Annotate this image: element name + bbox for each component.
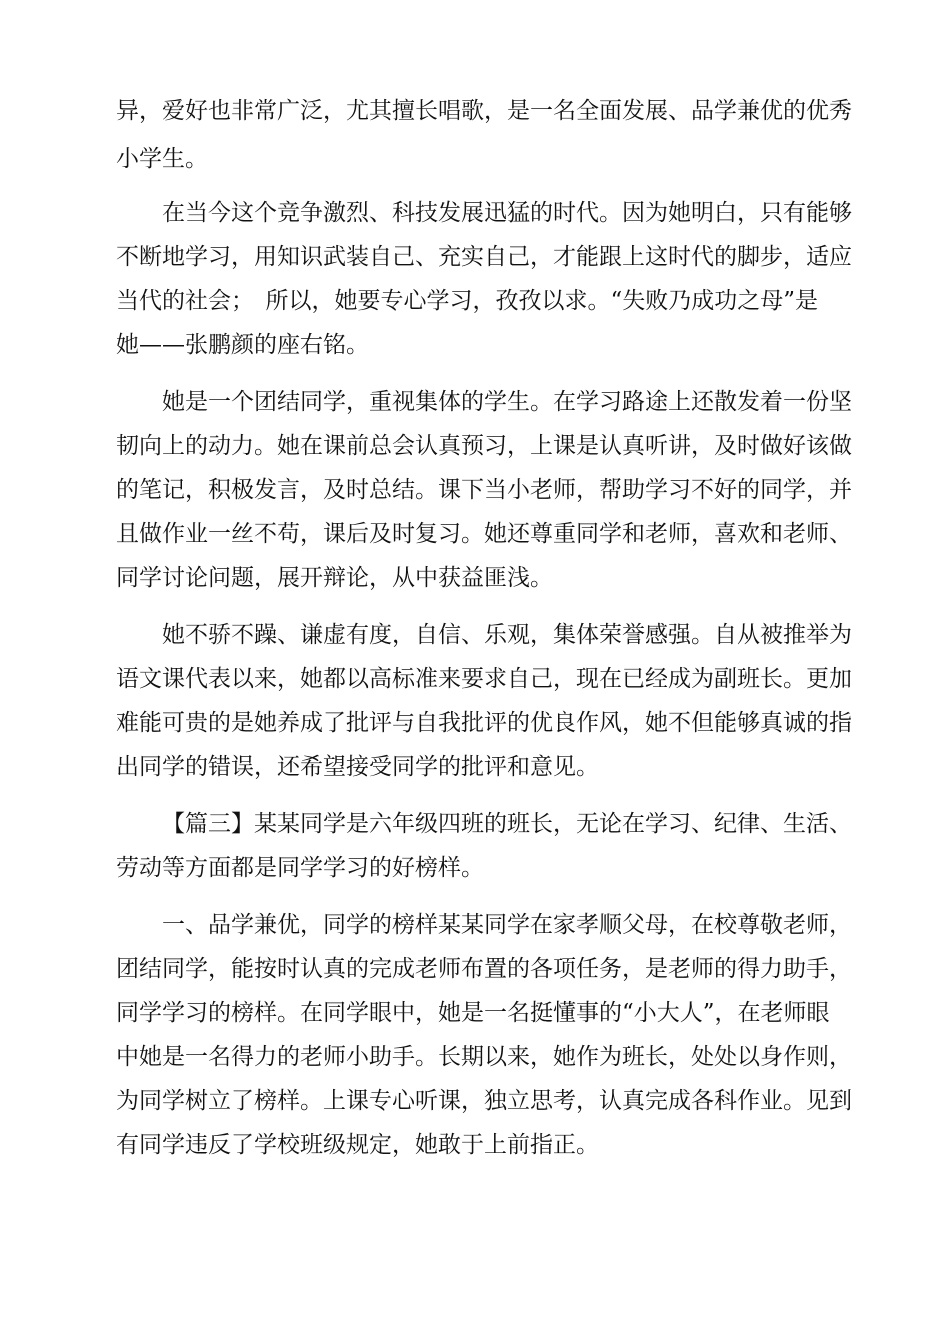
paragraph-6-line-6: 有同学违反了学校班级规定，她敢于上前指正。 [116,1132,599,1158]
paragraph-4-line-4: 出同学的错误，还希望接受同学的批评和意见。 [116,754,599,780]
paragraph-5-line-1: 【篇三】某某同学是六年级四班的班长，无论在学习、纪律、生活、 [162,811,852,837]
paragraph-5-line-2: 劳动等方面都是同学学习的好榜样。 [116,855,484,881]
paragraph-6-line-3: 同学学习的榜样。在同学眼中，她是一名挺懂事的“小大人”，在老师眼 [116,1000,830,1026]
paragraph-6-line-5: 为同学树立了榜样。上课专心听课，独立思考，认真完成各科作业。见到 [116,1088,852,1114]
paragraph-3-line-1: 她是一个团结同学，重视集体的学生。在学习路途上还散发着一份坚 [162,389,852,415]
paragraph-2-line-3: 当代的社会； 所以，她要专心学习，孜孜以求。“失败乃成功之母”是 [116,288,819,314]
paragraph-1-line-1: 异，爱好也非常广泛，尤其擅长唱歌，是一名全面发展、品学兼优的优秀 [116,98,852,124]
paragraph-4-line-1: 她不骄不躁、谦虚有度，自信、乐观，集体荣誉感强。自从被推举为 [162,622,852,648]
paragraph-2-line-4: 她——张鹏颜的座右铭。 [116,332,369,358]
paragraph-3-line-2: 韧向上的动力。她在课前总会认真预习，上课是认真听讲，及时做好该做 [116,433,852,459]
paragraph-2-line-2: 不断地学习，用知识武装自己、充实自己，才能跟上这时代的脚步，适应 [116,244,852,270]
paragraph-6-line-2: 团结同学，能按时认真的完成老师布置的各项任务，是老师的得力助手， [116,956,852,982]
paragraph-3-line-5: 同学讨论问题，展开辩论，从中获益匪浅。 [116,565,553,591]
paragraph-6-line-4: 中她是一名得力的老师小助手。长期以来，她作为班长，处处以身作则， [116,1044,852,1070]
paragraph-1-line-2: 小学生。 [116,146,208,172]
paragraph-3-line-4: 且做作业一丝不苟，课后及时复习。她还尊重同学和老师，喜欢和老师、 [116,521,852,547]
paragraph-4-line-2: 语文课代表以来，她都以高标准来要求自己，现在已经成为副班长。更加 [116,666,852,692]
paragraph-4-line-3: 难能可贵的是她养成了批评与自我批评的优良作风，她不但能够真诚的指 [116,710,852,736]
paragraph-2-line-1: 在当今这个竞争激烈、科技发展迅猛的时代。因为她明白，只有能够 [162,200,852,226]
paragraph-6-line-1: 一、品学兼优，同学的榜样某某同学在家孝顺父母，在校尊敬老师， [162,912,852,938]
paragraph-3-line-3: 的笔记，积极发言，及时总结。课下当小老师，帮助学习不好的同学，并 [116,477,852,503]
